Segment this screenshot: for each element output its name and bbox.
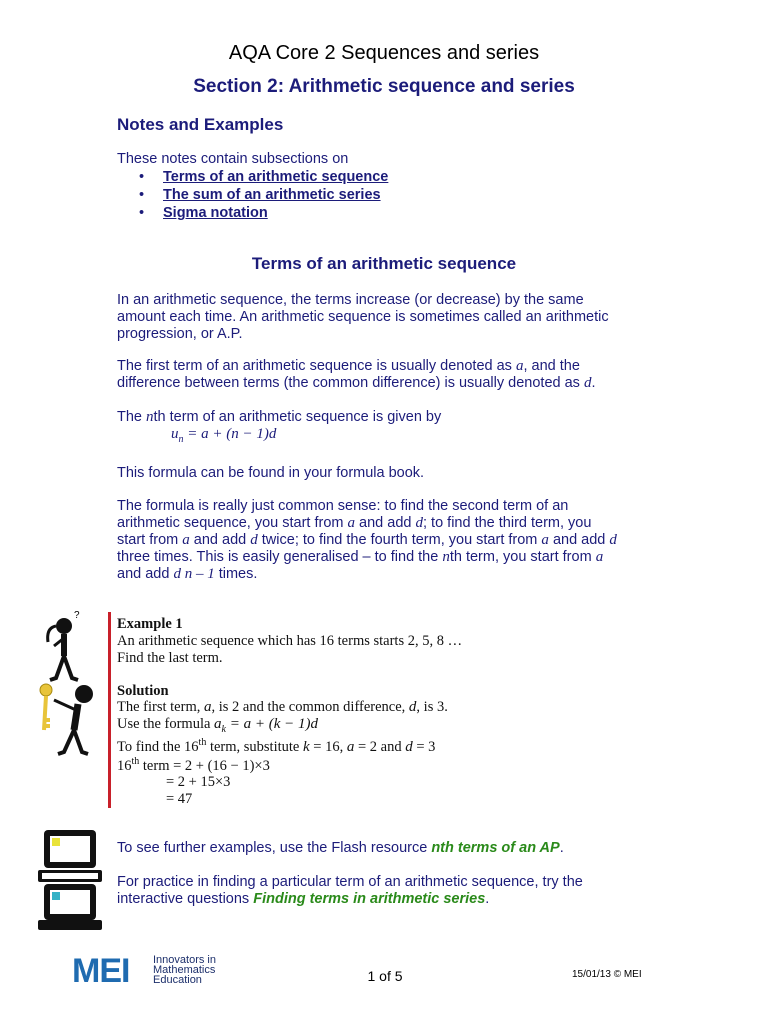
text-line: progression, or A.P. [117, 326, 243, 342]
link-sum-arithmetic-series[interactable]: The sum of an arithmetic series [163, 187, 381, 203]
page-title: AQA Core 2 Sequences and series [228, 42, 540, 64]
logo-tagline: Innovators in Mathematics Education [153, 954, 216, 986]
text-line: amount each time. An arithmetic sequence is sometimes called an arithmetic [117, 309, 609, 325]
working-line: = 47 [166, 791, 193, 807]
text-line: In an arithmetic sequence, the terms increase (or decrease) by the same [117, 292, 584, 308]
flash-resource-link[interactable]: nth terms of an AP [431, 840, 560, 856]
link-terms-arithmetic-sequence[interactable]: Terms of an arithmetic sequence [163, 169, 389, 185]
practice-link[interactable]: Finding terms in arithmetic series [253, 891, 486, 907]
key-figure-icon [34, 680, 98, 760]
solution-line: Use the formula $a_k = a + (k - 1)d$ [117, 716, 319, 735]
paragraph-notation: The first term of an arithmetic sequence is usually denoted as a, and the difference between terms (the common difference) is usually denoted as d. [117, 358, 596, 391]
list-item [117, 186, 388, 204]
nth-term-formula: $u_n = a + (n - 1)d$ [171, 426, 277, 445]
computer-icon [36, 828, 104, 932]
flash-resource-text: To see further examples, use the Flash resource nth terms of an AP. [117, 840, 564, 856]
paragraph-common-sense: The formula is really just common sense: to find the second term of an arithmetic sequence, you start from a and add d; to find the third term, you start from a and add d twice; to find the fourth term, you start from a and add d three times. This is easily generalised – to find the nth term, you start from a and add d n – 1 times. [117, 498, 617, 582]
page-number: 1 of 5 [367, 968, 403, 984]
solution-label: Solution [117, 683, 169, 699]
section-heading: Terms of an arithmetic sequence [251, 254, 517, 273]
svg-text:?: ? [74, 610, 80, 621]
working-line: 16th term = 2 + (16 − 1)×3 [117, 756, 270, 774]
example-task: Find the last term. [117, 650, 223, 666]
example-question: An arithmetic sequence which has 16 terms starts 2, 5, 8 … [117, 633, 463, 649]
list-item [117, 204, 388, 222]
solution-line: To find the 16th term, substitute k = 16, a = 2 and d = 3 [117, 737, 436, 755]
practice-text: For practice in finding a particular term of an arithmetic sequence, try the interactive questions Finding terms in arithmetic series. [117, 874, 583, 907]
solution-line: The first term, a, is 2 and the common difference, d, is 3. [117, 699, 448, 715]
paragraph-formula-book: This formula can be found in your formula book. [117, 465, 425, 481]
section-subtitle: Section 2: Arithmetic sequence and series [193, 76, 575, 97]
thinking-figure-icon [36, 608, 100, 686]
link-sigma-notation[interactable]: Sigma notation [163, 205, 268, 221]
example-divider [108, 612, 111, 808]
logo-text: MEI [72, 952, 130, 986]
example-label: Example 1 [117, 616, 183, 632]
paragraph-intro [117, 292, 657, 343]
footer-date: 15/01/13 © MEI [572, 969, 642, 980]
working-line: = 2 + 15×3 [166, 774, 231, 790]
list-item [117, 168, 388, 186]
notes-heading: Notes and Examples [117, 115, 284, 134]
subsection-list [117, 168, 388, 222]
intro-lead: These notes contain subsections on [117, 151, 349, 167]
paragraph-nth-term: The nth term of an arithmetic sequence is given by [117, 409, 442, 425]
mei-logo [72, 950, 152, 986]
